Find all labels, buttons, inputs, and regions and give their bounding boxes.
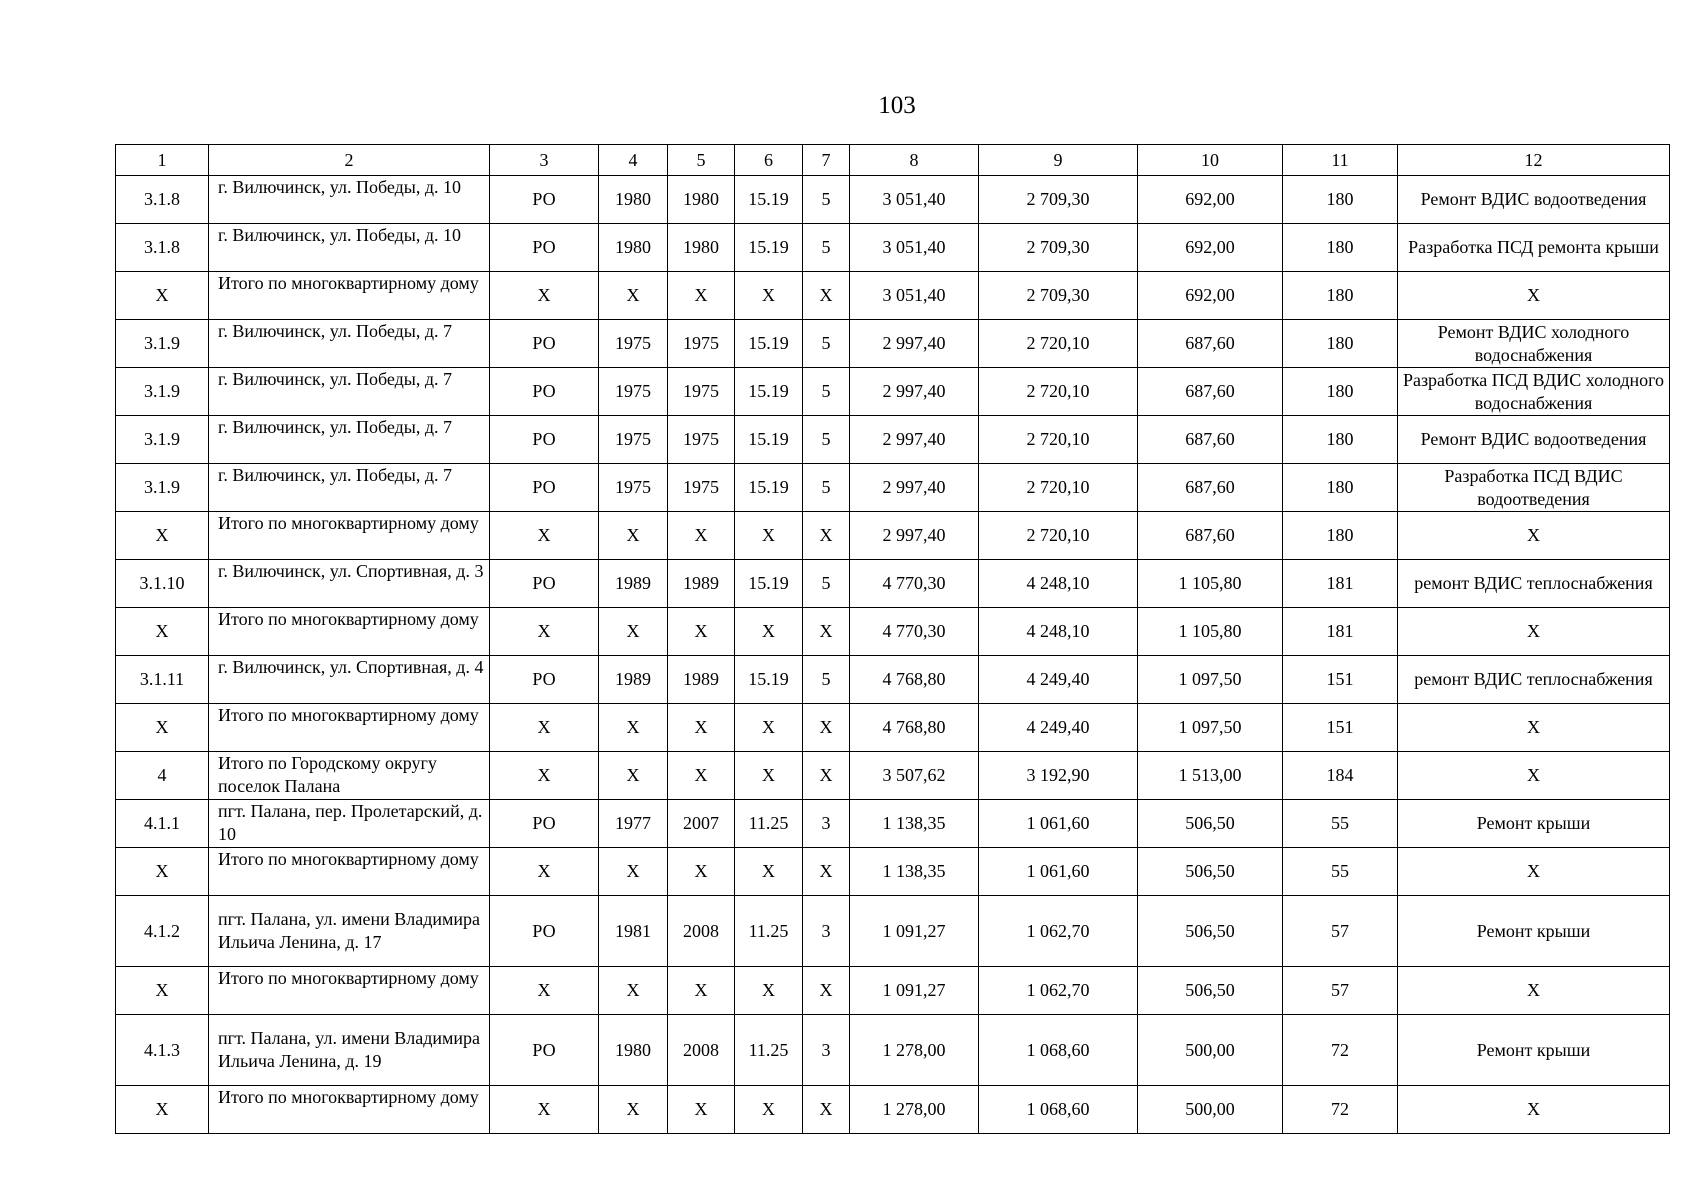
table-cell: 5 — [803, 176, 850, 224]
table-row — [116, 800, 1670, 848]
table-cell: Х — [599, 1086, 668, 1134]
table-cell: Х — [735, 848, 803, 896]
table-cell: Х — [1398, 1086, 1670, 1134]
table-row — [116, 752, 1670, 800]
table-cell: 2 997,40 — [850, 512, 979, 560]
table-cell: Х — [668, 967, 735, 1015]
table-cell: Х — [490, 848, 599, 896]
table-cell: 4.1.3 — [116, 1015, 209, 1086]
table-cell: 687,60 — [1138, 416, 1283, 464]
table-cell: Разработка ПСД ВДИС водоотведения — [1398, 464, 1670, 512]
table-cell: г. Вилючинск, ул. Победы, д. 7 — [209, 464, 490, 512]
table-cell: 181 — [1283, 608, 1398, 656]
table-cell: 1989 — [668, 656, 735, 704]
table-cell: Х — [599, 608, 668, 656]
table-cell: 4 249,40 — [979, 656, 1138, 704]
table-cell: 1980 — [668, 224, 735, 272]
table-row — [116, 320, 1670, 368]
table-cell: Ремонт крыши — [1398, 1015, 1670, 1086]
table-cell: Х — [735, 752, 803, 800]
table-cell: РО — [490, 368, 599, 416]
table-cell: 3.1.9 — [116, 368, 209, 416]
table-cell: Х — [1398, 272, 1670, 320]
column-header: 9 — [979, 145, 1138, 176]
column-header: 6 — [735, 145, 803, 176]
table-cell: РО — [490, 464, 599, 512]
table-cell: 15.19 — [735, 368, 803, 416]
table-cell: 4 768,80 — [850, 656, 979, 704]
table-cell: 500,00 — [1138, 1015, 1283, 1086]
table-cell: 1975 — [599, 416, 668, 464]
table-cell: РО — [490, 656, 599, 704]
table-cell: Итого по многоквартирному дому — [209, 272, 490, 320]
table-cell: 1 061,60 — [979, 800, 1138, 848]
column-header: 5 — [668, 145, 735, 176]
table-cell: 1975 — [668, 368, 735, 416]
table-cell: 3 051,40 — [850, 272, 979, 320]
table-cell: 3.1.10 — [116, 560, 209, 608]
table-cell: 1 097,50 — [1138, 704, 1283, 752]
table-cell: 1975 — [599, 464, 668, 512]
table-cell: 2 720,10 — [979, 368, 1138, 416]
table-cell: 180 — [1283, 416, 1398, 464]
table-cell: 1989 — [599, 656, 668, 704]
table-cell: 1 068,60 — [979, 1086, 1138, 1134]
table-cell: 4.1.2 — [116, 896, 209, 967]
table-cell: Х — [668, 704, 735, 752]
table-cell: 184 — [1283, 752, 1398, 800]
table-cell: Х — [803, 848, 850, 896]
table-cell: 2 997,40 — [850, 464, 979, 512]
table-cell: ремонт ВДИС теплоснабжения — [1398, 560, 1670, 608]
table-cell: Х — [1398, 752, 1670, 800]
table-cell: Х — [735, 272, 803, 320]
table-cell: Разработка ПСД ВДИС холодного водоснабжения — [1398, 368, 1670, 416]
table-cell: 1 062,70 — [979, 967, 1138, 1015]
table-cell: Х — [803, 608, 850, 656]
table-cell: г. Вилючинск, ул. Победы, д. 7 — [209, 368, 490, 416]
table-cell: 687,60 — [1138, 320, 1283, 368]
table-cell: Х — [599, 512, 668, 560]
table-cell: 5 — [803, 320, 850, 368]
table-cell: Х — [668, 608, 735, 656]
table-cell: 151 — [1283, 656, 1398, 704]
table-cell: Итого по многоквартирному дому — [209, 848, 490, 896]
column-header: 8 — [850, 145, 979, 176]
table-cell: Итого по многоквартирному дому — [209, 1086, 490, 1134]
table-cell: 2 709,30 — [979, 272, 1138, 320]
table-cell: 5 — [803, 560, 850, 608]
table-cell: 180 — [1283, 224, 1398, 272]
table-cell: 2 720,10 — [979, 464, 1138, 512]
table-cell: 3 — [803, 896, 850, 967]
table-cell: 72 — [1283, 1015, 1398, 1086]
table-cell: 3.1.8 — [116, 224, 209, 272]
table-cell: 1 105,80 — [1138, 560, 1283, 608]
table-cell: Х — [803, 704, 850, 752]
table-cell: 5 — [803, 656, 850, 704]
table-cell: 2007 — [668, 800, 735, 848]
table-cell: 11.25 — [735, 1015, 803, 1086]
table-row — [116, 967, 1670, 1015]
table-cell: ремонт ВДИС теплоснабжения — [1398, 656, 1670, 704]
table-cell: 1980 — [668, 176, 735, 224]
table-cell: 2 709,30 — [979, 224, 1138, 272]
table-cell: Х — [803, 512, 850, 560]
table-cell: 1 513,00 — [1138, 752, 1283, 800]
table-cell: 1981 — [599, 896, 668, 967]
table-cell: Х — [599, 848, 668, 896]
table-cell: 2 720,10 — [979, 416, 1138, 464]
table-cell: 687,60 — [1138, 464, 1283, 512]
table-row — [116, 1015, 1670, 1086]
table-cell: 3 507,62 — [850, 752, 979, 800]
table-cell: 687,60 — [1138, 368, 1283, 416]
table-row — [116, 176, 1670, 224]
table-cell: 180 — [1283, 320, 1398, 368]
table-cell: РО — [490, 224, 599, 272]
table-cell: 180 — [1283, 368, 1398, 416]
table-cell: Х — [668, 752, 735, 800]
table-cell: 2 997,40 — [850, 416, 979, 464]
table-cell: Х — [803, 752, 850, 800]
table-cell: Х — [1398, 967, 1670, 1015]
table-row — [116, 416, 1670, 464]
table-cell: Ремонт крыши — [1398, 800, 1670, 848]
table-cell: Х — [1398, 608, 1670, 656]
table-row — [116, 848, 1670, 896]
table-cell: Х — [116, 848, 209, 896]
table-cell: Х — [599, 704, 668, 752]
table-cell: Х — [116, 512, 209, 560]
table-cell: 4 770,30 — [850, 608, 979, 656]
column-header: 12 — [1398, 145, 1670, 176]
column-header: 2 — [209, 145, 490, 176]
table-cell: Х — [490, 704, 599, 752]
table-cell: 181 — [1283, 560, 1398, 608]
table-cell: 1975 — [599, 368, 668, 416]
table-row — [116, 464, 1670, 512]
table-cell: 2008 — [668, 896, 735, 967]
table-cell: Х — [116, 608, 209, 656]
table-cell: 180 — [1283, 176, 1398, 224]
table-cell: 1 105,80 — [1138, 608, 1283, 656]
table-cell: 1 062,70 — [979, 896, 1138, 967]
table-cell: РО — [490, 320, 599, 368]
table-cell: Итого по многоквартирному дому — [209, 608, 490, 656]
table-cell: 3 192,90 — [979, 752, 1138, 800]
table-cell: Х — [735, 967, 803, 1015]
table-cell: 15.19 — [735, 224, 803, 272]
column-header: 11 — [1283, 145, 1398, 176]
table-cell: 4 770,30 — [850, 560, 979, 608]
page-number: 103 — [878, 92, 916, 119]
table-row — [116, 704, 1670, 752]
table-cell: Х — [735, 512, 803, 560]
table-cell: 1 091,27 — [850, 967, 979, 1015]
table-cell: Х — [490, 752, 599, 800]
table-cell: 5 — [803, 416, 850, 464]
housing-table — [115, 144, 1670, 1134]
table-cell: Х — [116, 704, 209, 752]
table-cell: Х — [735, 608, 803, 656]
table-row — [116, 1086, 1670, 1134]
table-cell: г. Вилючинск, ул. Победы, д. 10 — [209, 176, 490, 224]
table-cell: Х — [668, 512, 735, 560]
table-cell: г. Вилючинск, ул. Победы, д. 7 — [209, 320, 490, 368]
table-cell: Итого по многоквартирному дому — [209, 704, 490, 752]
table-cell: 506,50 — [1138, 800, 1283, 848]
table-cell: Х — [490, 967, 599, 1015]
header-row — [116, 145, 1670, 176]
table-cell: Итого по многоквартирному дому — [209, 512, 490, 560]
table-cell: Х — [803, 1086, 850, 1134]
table-cell: Х — [116, 967, 209, 1015]
table-cell: РО — [490, 1015, 599, 1086]
table-cell: Х — [1398, 704, 1670, 752]
table-cell: Х — [735, 1086, 803, 1134]
table-cell: 72 — [1283, 1086, 1398, 1134]
table-cell: Х — [599, 752, 668, 800]
table-cell: 4 248,10 — [979, 608, 1138, 656]
table-cell: 1 068,60 — [979, 1015, 1138, 1086]
table-cell: Ремонт ВДИС водоотведения — [1398, 176, 1670, 224]
table-cell: 2 997,40 — [850, 320, 979, 368]
table-cell: пгт. Палана, ул. имени Владимира Ильича Ленина, д. 19 — [209, 1015, 490, 1086]
table-cell: 1975 — [599, 320, 668, 368]
table-cell: Х — [599, 967, 668, 1015]
table-cell: 180 — [1283, 512, 1398, 560]
table-cell: 3 — [803, 800, 850, 848]
table-cell: 3.1.8 — [116, 176, 209, 224]
table-cell: 1980 — [599, 176, 668, 224]
table-cell: 15.19 — [735, 560, 803, 608]
table-cell: 15.19 — [735, 416, 803, 464]
table-cell: Х — [599, 272, 668, 320]
table-cell: РО — [490, 896, 599, 967]
table-cell: 692,00 — [1138, 272, 1283, 320]
table-cell: Х — [803, 272, 850, 320]
table-cell: 3.1.9 — [116, 320, 209, 368]
table-cell: 1 278,00 — [850, 1086, 979, 1134]
table-cell: Х — [490, 608, 599, 656]
table-cell: Х — [490, 512, 599, 560]
table-cell: 5 — [803, 224, 850, 272]
table-row — [116, 608, 1670, 656]
column-header: 10 — [1138, 145, 1283, 176]
table-cell: 1989 — [599, 560, 668, 608]
table-cell: 1 138,35 — [850, 800, 979, 848]
table-cell: 1975 — [668, 320, 735, 368]
table-cell: 3.1.9 — [116, 416, 209, 464]
table-cell: г. Вилючинск, ул. Спортивная, д. 3 — [209, 560, 490, 608]
table-cell: 5 — [803, 464, 850, 512]
table-cell: 2008 — [668, 1015, 735, 1086]
table-cell: 687,60 — [1138, 512, 1283, 560]
table-cell: 1975 — [668, 464, 735, 512]
table-row — [116, 656, 1670, 704]
table-cell: 2 720,10 — [979, 320, 1138, 368]
table-cell: 2 709,30 — [979, 176, 1138, 224]
table-cell: 15.19 — [735, 176, 803, 224]
table-cell: 180 — [1283, 272, 1398, 320]
table-row — [116, 368, 1670, 416]
table-cell: Х — [1398, 848, 1670, 896]
table-cell: 15.19 — [735, 464, 803, 512]
table-cell: г. Вилючинск, ул. Победы, д. 7 — [209, 416, 490, 464]
table-cell: 1980 — [599, 1015, 668, 1086]
table-cell: РО — [490, 560, 599, 608]
table-cell: Разработка ПСД ремонта крыши — [1398, 224, 1670, 272]
table-cell: 55 — [1283, 800, 1398, 848]
table-cell: 57 — [1283, 896, 1398, 967]
table-cell: Х — [735, 704, 803, 752]
table-cell: Ремонт ВДИС водоотведения — [1398, 416, 1670, 464]
table-cell: 506,50 — [1138, 848, 1283, 896]
table-cell: 55 — [1283, 848, 1398, 896]
table-cell: 506,50 — [1138, 896, 1283, 967]
table-cell: 1989 — [668, 560, 735, 608]
table-cell: РО — [490, 176, 599, 224]
table-cell: 11.25 — [735, 800, 803, 848]
table-cell: 1977 — [599, 800, 668, 848]
table-cell: РО — [490, 416, 599, 464]
table-cell: 2 997,40 — [850, 368, 979, 416]
table-cell: Ремонт ВДИС холодного водоснабжения — [1398, 320, 1670, 368]
table-cell: Х — [116, 272, 209, 320]
table-cell: 500,00 — [1138, 1086, 1283, 1134]
table-cell: 3.1.9 — [116, 464, 209, 512]
table-cell: 180 — [1283, 464, 1398, 512]
table-row — [116, 512, 1670, 560]
table-cell: 1 278,00 — [850, 1015, 979, 1086]
table-cell: Итого по многоквартирному дому — [209, 967, 490, 1015]
table-row — [116, 896, 1670, 967]
table-row — [116, 224, 1670, 272]
table-cell: 1980 — [599, 224, 668, 272]
column-header: 4 — [599, 145, 668, 176]
table-cell: 2 720,10 — [979, 512, 1138, 560]
table-cell: 4 249,40 — [979, 704, 1138, 752]
table-cell: 57 — [1283, 967, 1398, 1015]
table-cell: 1 061,60 — [979, 848, 1138, 896]
table-cell: 4 — [116, 752, 209, 800]
table-cell: Х — [1398, 512, 1670, 560]
table-cell: пгт. Палана, ул. имени Владимира Ильича Ленина, д. 17 — [209, 896, 490, 967]
table-cell: РО — [490, 800, 599, 848]
table-cell: 3.1.11 — [116, 656, 209, 704]
table-row — [116, 272, 1670, 320]
table-cell: Х — [116, 1086, 209, 1134]
table-cell: г. Вилючинск, ул. Спортивная, д. 4 — [209, 656, 490, 704]
table-cell: Х — [490, 1086, 599, 1134]
table-cell: пгт. Палана, пер. Пролетарский, д. 10 — [209, 800, 490, 848]
table-cell: 5 — [803, 368, 850, 416]
table-cell: 506,50 — [1138, 967, 1283, 1015]
table-cell: 1975 — [668, 416, 735, 464]
table-cell: 4 768,80 — [850, 704, 979, 752]
table-cell: Х — [668, 1086, 735, 1134]
table-cell: 1 097,50 — [1138, 656, 1283, 704]
table-cell: 3 — [803, 1015, 850, 1086]
table-cell: 15.19 — [735, 656, 803, 704]
column-header: 7 — [803, 145, 850, 176]
table-cell: 4 248,10 — [979, 560, 1138, 608]
table-cell: Ремонт крыши — [1398, 896, 1670, 967]
table-cell: 151 — [1283, 704, 1398, 752]
table-cell: г. Вилючинск, ул. Победы, д. 10 — [209, 224, 490, 272]
table-cell: 3 051,40 — [850, 224, 979, 272]
table-cell: 1 091,27 — [850, 896, 979, 967]
table-cell: 3 051,40 — [850, 176, 979, 224]
table-cell: 15.19 — [735, 320, 803, 368]
table-cell: 1 138,35 — [850, 848, 979, 896]
table-cell: 4.1.1 — [116, 800, 209, 848]
table-row — [116, 560, 1670, 608]
table-cell: Х — [668, 848, 735, 896]
table-cell: 692,00 — [1138, 224, 1283, 272]
table-cell: Итого по Городскому округу поселок Палана — [209, 752, 490, 800]
table-cell: Х — [668, 272, 735, 320]
table-cell: Х — [490, 272, 599, 320]
table-cell: 692,00 — [1138, 176, 1283, 224]
table-cell: 11.25 — [735, 896, 803, 967]
column-header: 1 — [116, 145, 209, 176]
table-cell: Х — [803, 967, 850, 1015]
column-header: 3 — [490, 145, 599, 176]
